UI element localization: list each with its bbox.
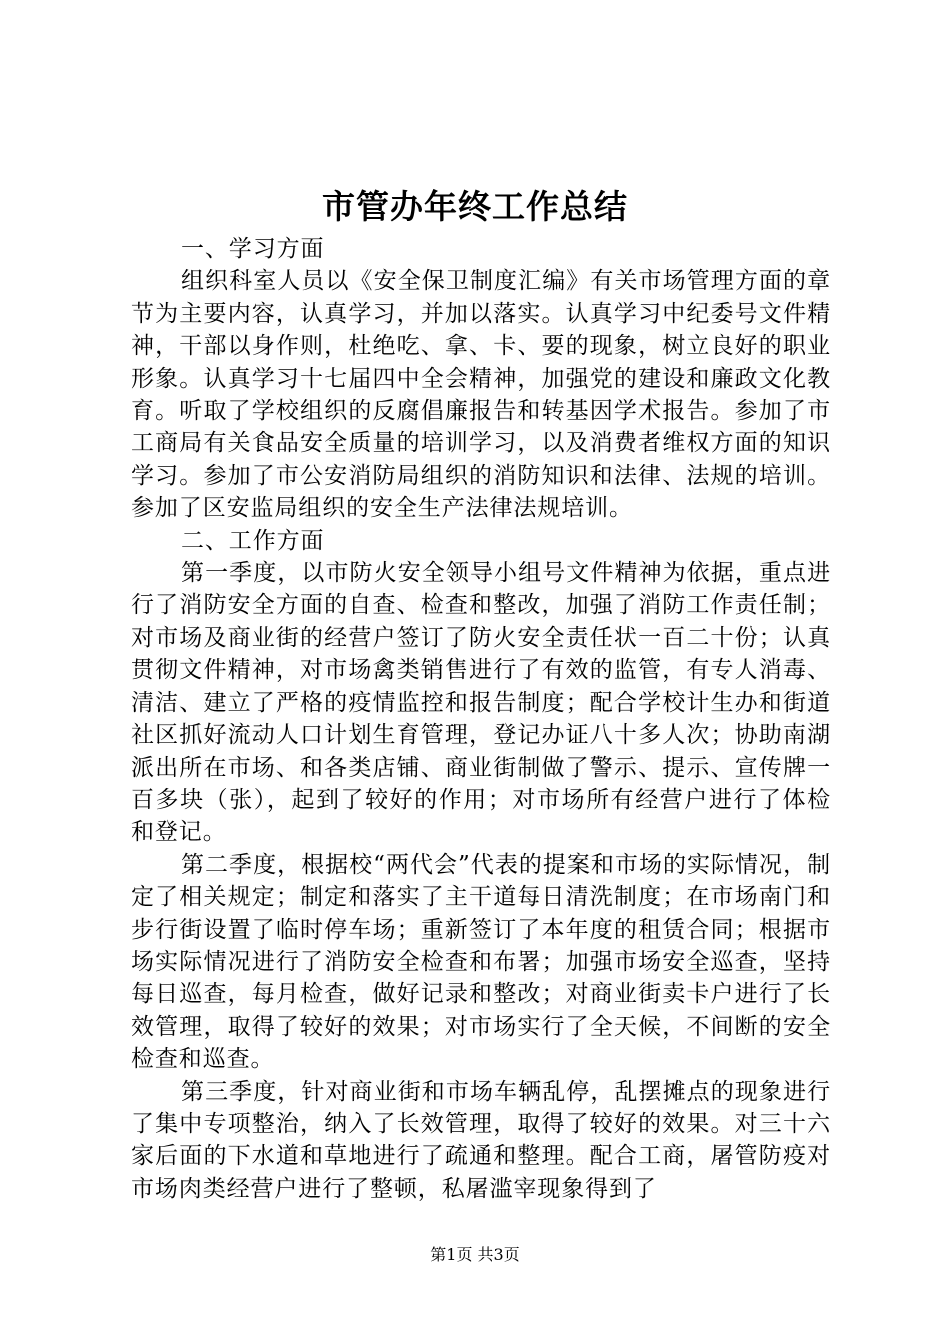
paragraph-q1: 第一季度，以市防火安全领导小组号文件精神为依据，重点进行了消防安全方面的自查、检查和整改，加强了消防工作责任制；对市场及商业街的经营户签订了防火安全责任状一百二十份；认真贯彻文件精神，对市场禽类销售进行了有效的监管，有专人消毒、清洁、建立了严格的疫情监控和报告制度；配合学校计生办和街道社区抓好流动人口计划生育管理，登记办证八十多人次；协助南湖派出所在市场、和各类店铺、商业街制做了警示、提示、宣传牌一百多块（张），起到了较好的作用；对市场所有经营户进行了体检和登记。 — [131, 560, 831, 846]
paragraph-q3: 第三季度，针对商业街和市场车辆乱停，乱摆摊点的现象进行了集中专项整治，纳入了长效管理，取得了较好的效果。对三十六家后面的下水道和草地进行了疏通和整理。配合工商，屠管防疫对市场肉类经营户进行了整顿，私屠滥宰现象得到了 — [131, 1078, 831, 1202]
section-heading-study: 一、学习方面 — [181, 236, 325, 262]
document-title: 市管办年终工作总结 — [322, 187, 628, 226]
paragraph-q2: 第二季度，根据校“两代会”代表的提案和市场的实际情况，制定了相关规定；制定和落实了主干道每日清洗制度；在市场南门和步行街设置了临时停车场；重新签订了本年度的租赁合同；根据市场实际情况进行了消防安全检查和布署；加强市场安全巡查，坚持每日巡查，每月检查，做好记录和整改；对商业街卖卡户进行了长效管理，取得了较好的效果；对市场实行了全天候，不间断的安全检查和巡查。 — [131, 851, 831, 1073]
paragraph-study: 组织科室人员以《安全保卫制度汇编》有关市场管理方面的章节为主要内容，认真学习，并加以落实。认真学习中纪委号文件精神，干部以身作则，杜绝吃、拿、卡、要的现象，树立良好的职业形象。认真学习十七届四中全会精神，加强党的建设和廉政文化教育。听取了学校组织的反腐倡廉报告和转基因学术报告。参加了市工商局有关食品安全质量的培训学习，以及消费者维权方面的知识学习。参加了市公安消防局组织的消防知识和法律、法规的培训。参加了区安监局组织的安全生产法律法规培训。 — [131, 268, 831, 522]
section-heading-work: 二、工作方面 — [181, 527, 325, 554]
page-footer: 第1页 共3页 — [430, 1245, 520, 1264]
document-body — [131, 233, 831, 1205]
